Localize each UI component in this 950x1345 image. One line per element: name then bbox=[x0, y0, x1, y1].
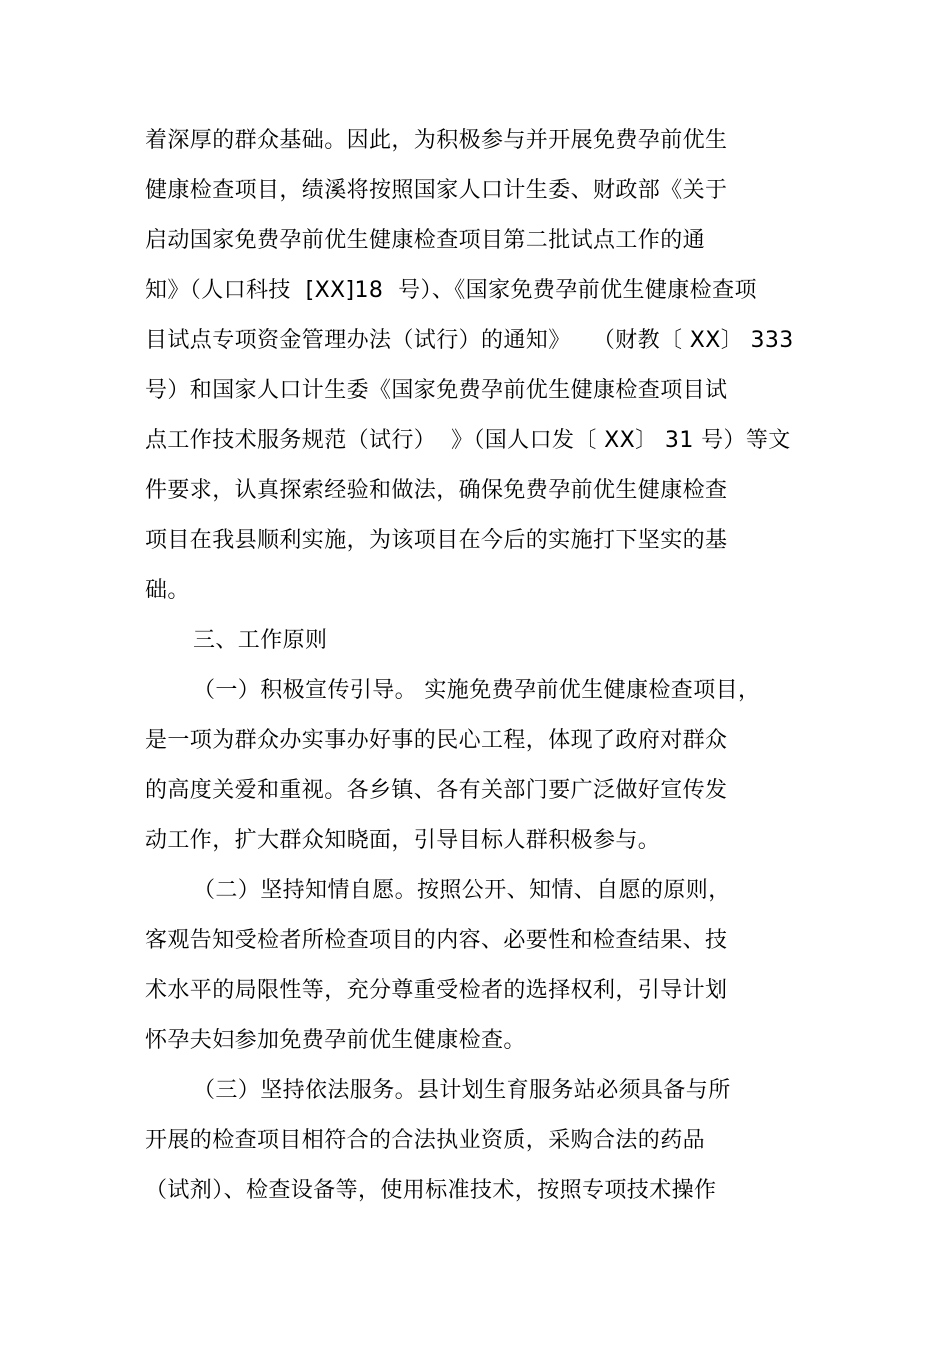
text-line: 点工作技术服务规范（试行） 》（国人口发〔 XX〕 31 号）等文 bbox=[145, 428, 791, 453]
text-line: 号）和国家人口计生委《国家免费孕前优生健康检查项目试 bbox=[145, 378, 728, 403]
text-line: 开展的检查项目相符合的合法执业资质，采购合法的药品 bbox=[145, 1128, 706, 1153]
text-line: 着深厚的群众基础。因此，为积极参与并开展免费孕前优生 bbox=[145, 128, 728, 153]
text-line: 怀孕夫妇参加免费孕前优生健康检查。 bbox=[145, 1028, 526, 1053]
text-line: 知》（人口科技 [XX]18 号）、《国家免费孕前优生健康检查项 bbox=[145, 278, 757, 303]
text-line: 客观告知受检者所检查项目的内容、必要性和检查结果、技 bbox=[145, 928, 728, 953]
text-line: （试剂）、检查设备等，使用标准技术，按照专项技术操作 bbox=[145, 1178, 717, 1203]
text-line: 是一项为群众办实事办好事的民心工程，体现了政府对群众 bbox=[145, 728, 728, 753]
text-line: （二）坚持知情自愿。按照公开、知情、自愿的原则， bbox=[193, 878, 731, 903]
text-line: 动工作，扩大群众知晓面，引导目标人群积极参与。 bbox=[145, 828, 661, 853]
text-line: 项目在我县顺利实施，为该项目在今后的实施打下坚实的基 bbox=[145, 528, 728, 553]
text-line: 目试点专项资金管理办法（试行）的通知》 （财教〔 XX〕 333 bbox=[145, 328, 794, 353]
text-line: （三）坚持依法服务。县计划生育服务站必须具备与所 bbox=[193, 1078, 731, 1103]
section-heading: 三、工作原则 bbox=[193, 628, 328, 653]
text-line: 启动国家免费孕前优生健康检查项目第二批试点工作的通 bbox=[145, 228, 706, 253]
text-line: 健康检查项目，绩溪将按照国家人口计生委、财政部《关于 bbox=[145, 178, 728, 203]
text-line: 的高度关爱和重视。各乡镇、各有关部门要广泛做好宣传发 bbox=[145, 778, 728, 803]
text-line: （一）积极宣传引导。 实施免费孕前优生健康检查项目， bbox=[193, 678, 761, 703]
text-line: 件要求，认真探索经验和做法，确保免费孕前优生健康检查 bbox=[145, 478, 728, 503]
text-line: 础。 bbox=[145, 578, 190, 603]
text-line: 术水平的局限性等，充分尊重受检者的选择权利，引导计划 bbox=[145, 978, 728, 1003]
